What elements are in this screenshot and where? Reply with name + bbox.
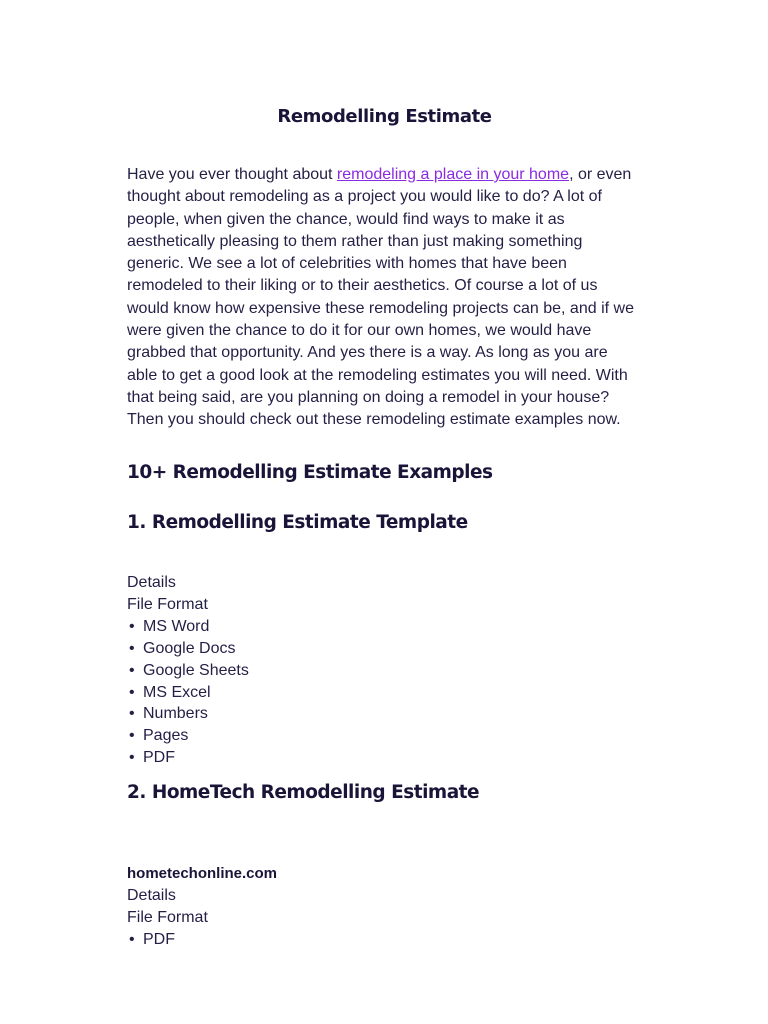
format-google-sheets: Google Sheets — [143, 661, 249, 679]
page-title: Remodelling Estimate — [277, 106, 492, 127]
format-ms-excel: MS Excel — [143, 683, 211, 701]
format-list-item: • Google Sheets — [129, 661, 249, 679]
remodeling-home-link[interactable]: remodeling a place in your home — [336, 166, 570, 183]
format-list-item: • PDF — [129, 930, 175, 948]
item-1-file-format-label: File Format — [127, 595, 208, 613]
format-list-item: • PDF — [129, 749, 175, 767]
intro-paragraph — [127, 164, 642, 432]
item-1-heading: 1. Remodelling Estimate Template — [127, 512, 468, 533]
format-ms-word: MS Word — [143, 617, 210, 635]
format-pdf: PDF — [143, 749, 175, 767]
item-2-heading: 2. HomeTech Remodelling Estimate — [127, 782, 480, 803]
format-list-item: • MS Excel — [129, 683, 211, 701]
item-2-source: hometechonline.com — [127, 865, 278, 882]
format-list-item: • Pages — [129, 727, 189, 745]
format-pdf: PDF — [143, 930, 175, 948]
intro-text-before-link: Have you ever thought about — [127, 166, 337, 183]
format-google-docs: Google Docs — [143, 639, 236, 657]
examples-heading: 10+ Remodelling Estimate Examples — [127, 462, 493, 483]
item-2-details-label: Details — [127, 886, 176, 904]
format-list-item: • Google Docs — [129, 639, 236, 657]
format-numbers: Numbers — [143, 705, 208, 723]
format-pages: Pages — [143, 727, 189, 745]
item-1-details — [127, 572, 249, 769]
item-2-details — [127, 863, 277, 951]
format-list-item: • MS Word — [129, 617, 210, 635]
item-2-file-format-label: File Format — [127, 908, 208, 926]
intro-text-after-link: , or even thought about remodeling as a project you would like to do? A lot of people, when given the chance, would find ways to make it as aesthetically pleasing to them rather than just making something generic. We see a lot of celebrities with homes that have been remodeled to their liking or to their aesthetics. Of course a lot of us would know how expensive these remodeling projects can be, and if we were given the chance to do it for our own homes, we would have grabbed that opportunity. And yes there is a way. As long as you are able to get a good look at the remodeling estimates you will need. With that being said, are you planning on doing a remodel in your house? Then you should check out these remodeling estimate examples now. — [127, 166, 634, 429]
format-list-item: • Numbers — [129, 705, 208, 723]
item-1-details-label: Details — [127, 574, 176, 591]
